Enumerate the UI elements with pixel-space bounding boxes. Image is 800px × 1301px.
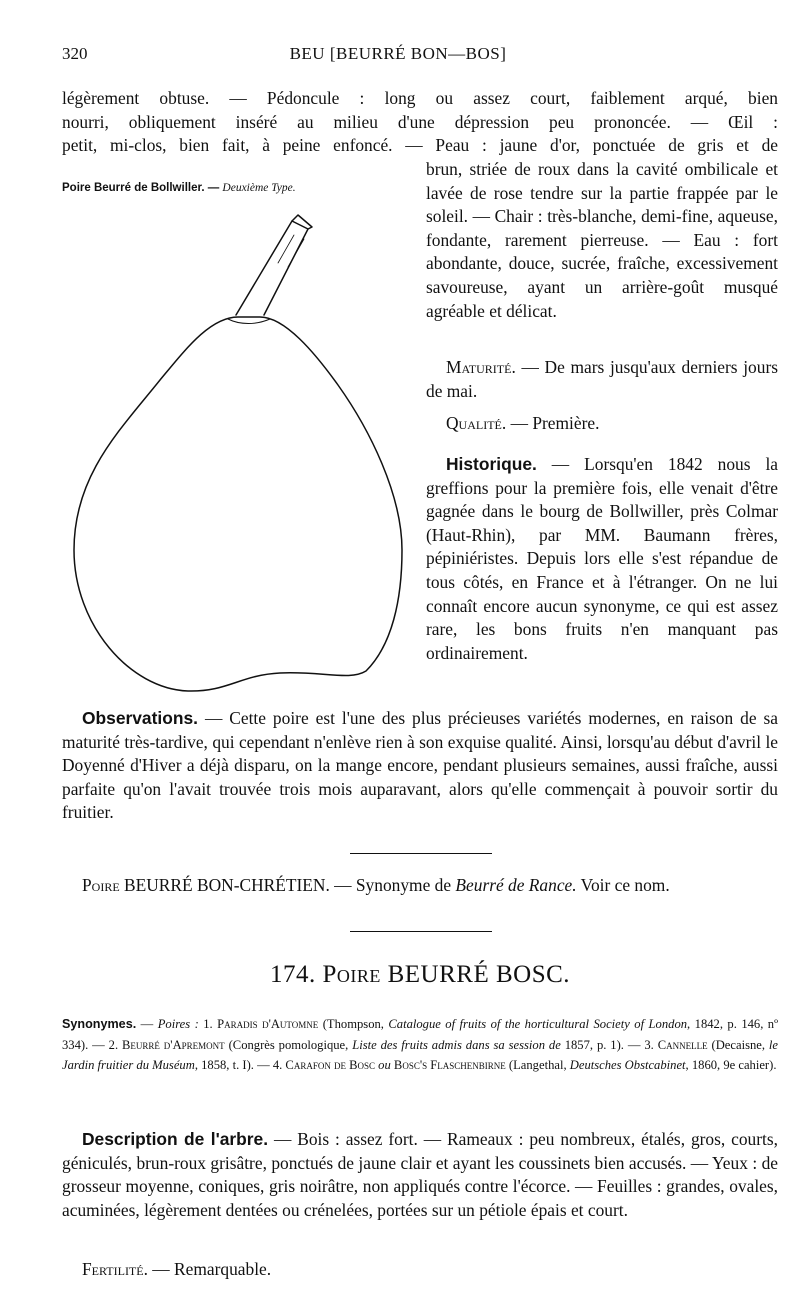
synonymes-dash: — [136,1017,158,1031]
variety-prefix: Poire [315,961,388,988]
qualite-section [426,412,778,436]
description-section [62,1128,778,1222]
maturite-label: Maturité. [446,357,516,377]
description-text: — Bois : assez fort. — Rameaux : peu nombreux, étalés, gros, courts, géniculés, brun-roux grisâtre, ponctués de jaune clair et ayant les coussinets bien accusés. — Yeux : de grosseur moyenne, coniques, gris noirâtre, non appliqués contre l'écorce. — Feuilles : grandes, ovales, acuminées, légèrement dentées ou crénelées, portées sur un pétiole épais et court. [62,1129,778,1220]
intro-line-3: petit, mi-clos, bien fait, à peine enfoncé. — Peau : jaune d'or, ponctuée de gris et de [62,135,778,156]
bon-chretien-suffix: Voir ce nom. [576,875,670,895]
synonym-3-source-a: (Decaisne, [707,1037,769,1052]
bon-chretien-entry [62,874,778,898]
qualite-text: — Première. [506,413,600,433]
synonym-2-name: Beurré d'Apremont [122,1037,225,1052]
observations-label: Observations. [82,708,198,728]
historique-text: — Lorsqu'en 1842 nous la greffions pour la première fois, elle venait d'être gagnée dans le bourg de Bollwiller, près Colmar (Haut-Rhin), par MM. Baumann frères, pépiniéristes. Depuis lors elle s'est répandue de tous côtés, en France et à l'étranger. On ne lui connaît encore aucun synonyme, ce qui est assez rare, les bons fruits n'en manquant pas ordinairement. [426,454,778,663]
synonym-1-name: Paradis d'Automne [217,1017,319,1031]
bon-chretien-prefix: Poire [82,875,120,895]
synonym-1-source-a: (Thompson, [318,1017,389,1031]
separator-rule-1 [350,853,492,854]
synonym-2-source-b: 1857, p. 1). — 3. [560,1037,658,1052]
maturite-text: — De mars jusqu'aux derniers jours de mai. [426,357,778,401]
variety-number: 174. [269,961,316,988]
observations-text: — Cette poire est l'une des plus précieuses variétés modernes, en raison de sa maturité très-tardive, qui cependant n'enlève rien à son exquise qualité. Ainsi, lorsqu'au début d'avril le Doyenné d'Hiver a déjà disparu, on la mange encore, pendant plusieurs semaines, aussi fraîche, aussi parfaite qu'on l'avait trouvée trois mois auparavant, alors qu'elle commençait à pouvoir sortir du fruitier. [62,708,778,823]
bon-chretien-synonym: Beurré de Rance. [455,875,577,895]
intro-full-lines [62,87,778,158]
synonym-4-source-a: (Langethal, [505,1058,570,1072]
variety-name: BEURRÉ BOSC. [387,961,571,988]
synonym-1-number: 1. [198,1017,218,1031]
variety-heading [62,961,778,989]
pear-stalk [236,221,308,315]
pear-body [74,317,402,691]
pear-illustration [60,205,410,700]
fertilite-label: Fertilité. [82,1259,148,1279]
intro-continuation [426,158,778,323]
figure-caption-type: Deuxième Type. [222,182,296,194]
historique-label: Historique. [446,454,537,474]
synonym-2-source-title: Liste des fruits admis dans sa session de [352,1037,561,1052]
description-label: Description de l'arbre. [82,1129,269,1149]
synonym-4-name: Carafon de Bosc [285,1058,376,1072]
figure-caption [62,182,296,194]
synonymes-section [62,1014,778,1076]
fertilite-text: — Remarquable. [147,1259,272,1279]
running-title: BEU [BEURRÉ BON—BOS] [289,44,507,63]
synonym-3-source-title: le Jardin fruitier du Muséum [62,1037,779,1072]
maturite-section [426,356,778,403]
synonym-4-ou: ou [375,1058,394,1072]
synonym-3-source-b: , 1858, t. I). — 4. [194,1058,286,1072]
synonym-4-source-b: , 1860, 9e cahier). [685,1058,777,1072]
separator-rule-2 [350,931,492,932]
page-number: 320 [62,44,88,63]
intro-line-1: légèrement obtuse. — Pédoncule : long ou assez court, faiblement arqué, bien [62,88,778,108]
figure-caption-title: Poire Beurré de Bollwiller. — [62,182,220,194]
synonym-4-name-2: Bosc's Flaschenbirne [393,1058,506,1072]
bon-chretien-name: BEURRÉ BON-CHRÉTIEN. — Synonyme de [119,875,456,895]
historique-section [426,453,778,665]
synonymes-label: Synonymes. [62,1017,137,1031]
intro-continuation-text: brun, striée de roux dans la cavité ombilicale et lavée de rose tendre sur la partie frappée par le soleil. — Chair : très-blanche, demi-fine, aqueuse, fondante, rarement pierreuse. — Eau : fort abondante, douce, sucrée, fraîche, excessivement savoureuse, ayant un arrière-goût musqué agréable et délicat. [426,159,778,321]
synonym-4-source-title: Deutsches Obstcabinet [569,1058,686,1072]
synonymes-poires: Poires : [157,1017,199,1031]
qualite-label: Qualité. [446,413,507,433]
synonym-1-source-title: Catalogue of fruits of the horticultural Society of London [388,1017,688,1031]
running-head [62,44,734,68]
synonym-1-source-b: , 1842, p. 146, nº 334). — 2. [62,1017,779,1052]
synonym-3-name: Cannelle [657,1037,708,1052]
observations-section [62,707,778,825]
fertilite-section [62,1258,778,1282]
synonym-2-source-a: (Congrès pomologique, [224,1037,353,1052]
intro-line-2: nourri, obliquement inséré au milieu d'une dépression peu prononcée. — Œil : [62,111,778,132]
